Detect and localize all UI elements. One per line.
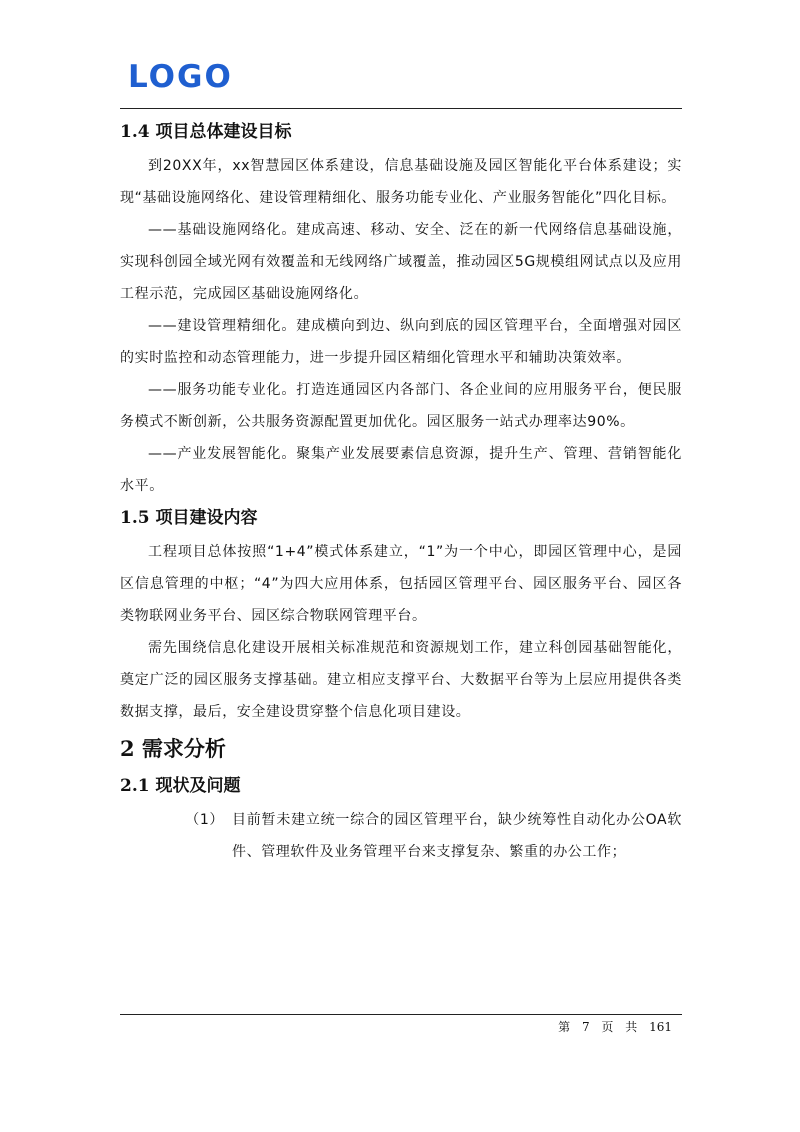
paragraph: ——建设管理精细化。建成横向到边、纵向到底的园区管理平台，全面增强对园区的实时监控和动态管理能力，进一步提升园区精细化管理水平和辅助决策效率。 (120, 318, 682, 366)
page-content (120, 118, 682, 868)
logo: LOGO (128, 59, 233, 95)
header-rule (120, 108, 682, 109)
paragraph: 到20XX年，xx智慧园区体系建设，信息基础设施及园区智能化平台体系建设；实现“基础设施网络化、建设管理精细化、服务功能专业化、产业服务智能化”四化目标。 (120, 158, 682, 206)
section-1-5-title: 1.5 项目建设内容 (120, 508, 258, 528)
list-item-number: （1） (185, 812, 224, 828)
section-2-1-title: 2.1 现状及问题 (120, 776, 241, 796)
footer-label-ye: 页 (601, 1020, 614, 1034)
chapter-2-title: 2 需求分析 (120, 736, 226, 761)
page-number: 7 (581, 1020, 590, 1034)
paragraph: 工程项目总体按照“1+4”模式体系建立，“1”为一个中心，即园区管理中心，是园区信息管理的中枢；“4”为四大应用体系，包括园区管理平台、园区服务平台、园区各类物联网业务平台、园区综合物联网管理平台。 (120, 544, 682, 624)
section-1-4-title: 1.4 项目总体建设目标 (120, 122, 292, 142)
paragraph: ——产业发展智能化。聚集产业发展要素信息资源，提升生产、管理、营销智能化水平。 (120, 446, 682, 494)
footer-rule (120, 1014, 682, 1015)
footer-label-gong: 共 (625, 1020, 638, 1034)
list-item (120, 804, 682, 868)
paragraph: ——服务功能专业化。打造连通园区内各部门、各企业间的应用服务平台，便民服务模式不断创新，公共服务资源配置更加优化。园区服务一站式办理率达90%。 (120, 382, 682, 430)
paragraph: ——基础设施网络化。建成高速、移动、安全、泛在的新一代网络信息基础设施，实现科创园全域光网有效覆盖和无线网络广域覆盖，推动园区5G规模组网试点以及应用工程示范，完成园区基础设施网络化。 (120, 222, 682, 302)
page-total: 161 (649, 1020, 672, 1034)
page-footer (120, 1018, 682, 1035)
paragraph: 需先围绕信息化建设开展相关标准规范和资源规划工作，建立科创园基础智能化，奠定广泛的园区服务支撑基础。建立相应支撑平台、大数据平台等为上层应用提供各类数据支撑，最后，安全建设贯穿整个信息化项目建设。 (120, 640, 682, 720)
footer-label-di: 第 (558, 1020, 571, 1034)
list-item-text: 目前暂未建立统一综合的园区管理平台，缺少统筹性自动化办公OA软件、管理软件及业务管理平台来支撑复杂、繁重的办公工作； (232, 812, 682, 860)
